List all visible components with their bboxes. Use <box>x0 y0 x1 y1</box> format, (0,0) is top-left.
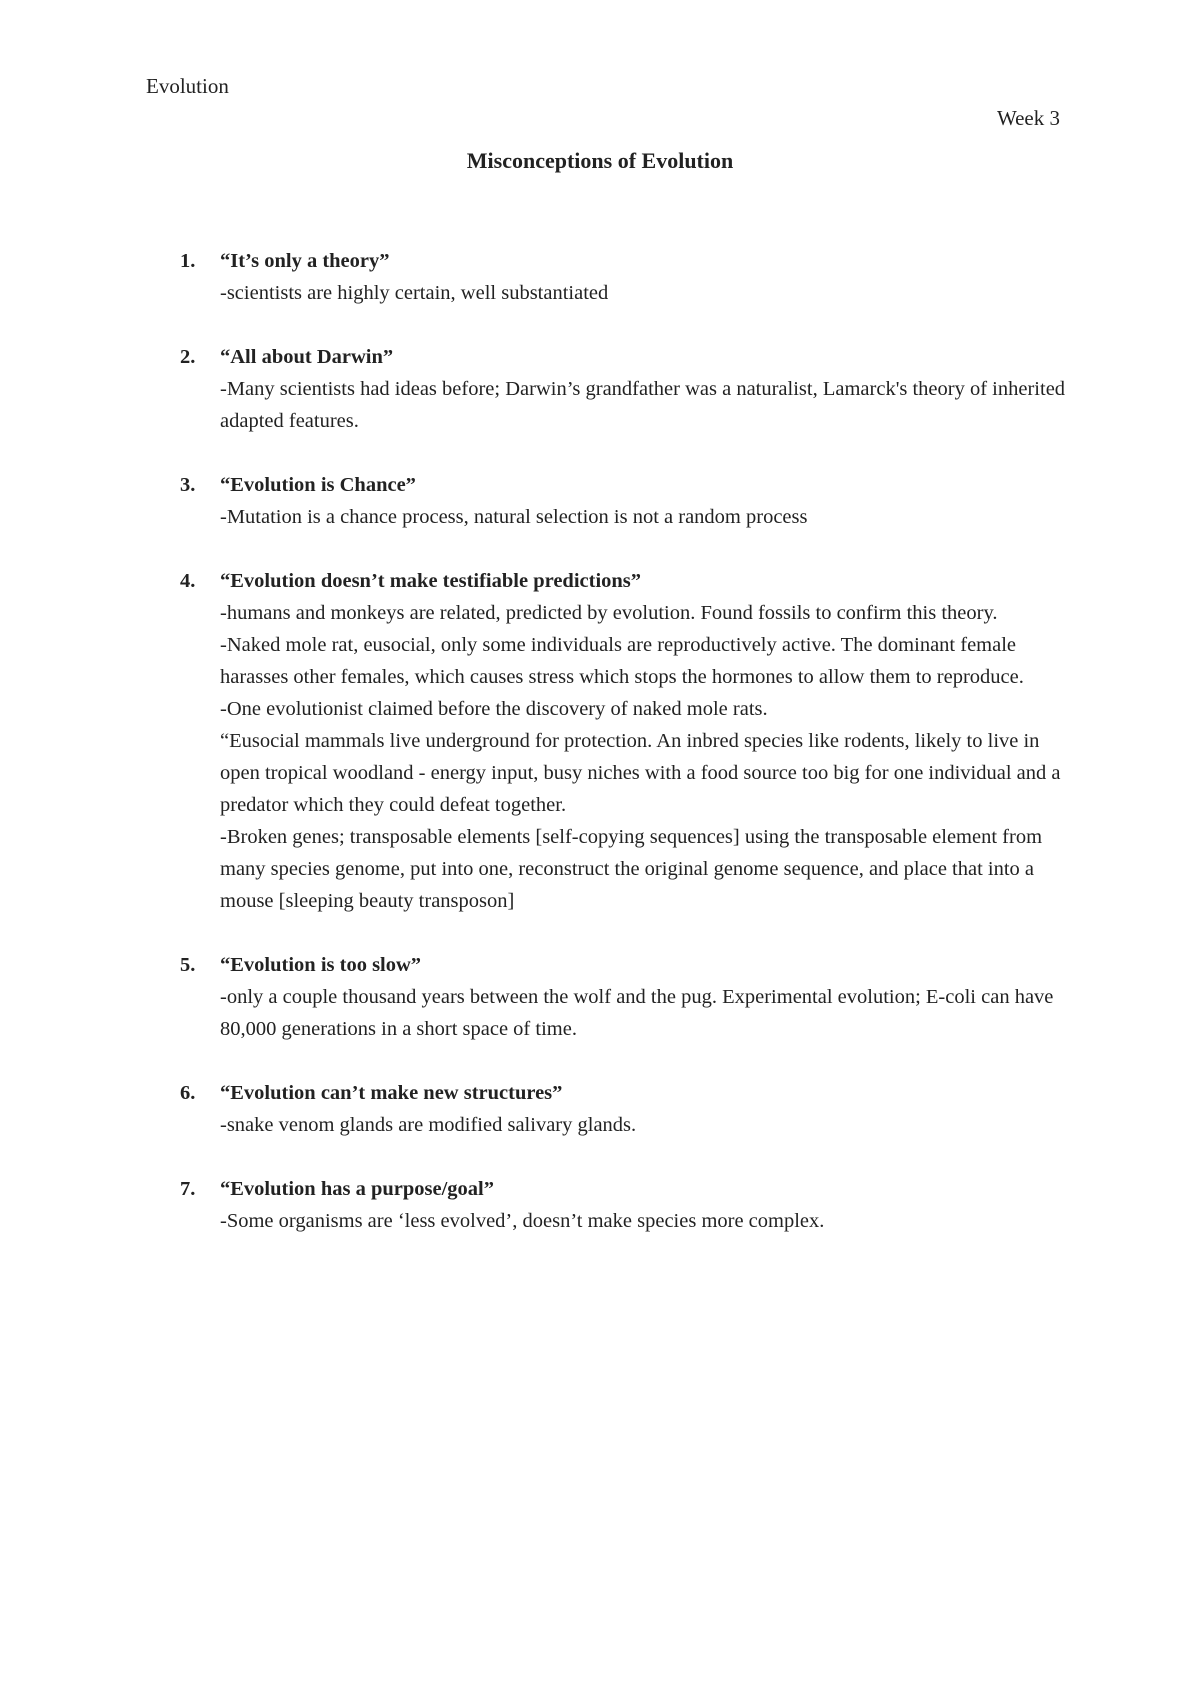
item-number: 5. <box>180 954 196 976</box>
item-number: 6. <box>180 1082 196 1104</box>
list-item <box>180 949 1070 1045</box>
item-heading: “Evolution has a purpose/goal” <box>220 1178 494 1200</box>
item-number: 3. <box>180 474 196 496</box>
misconceptions-list <box>180 245 1070 1269</box>
item-text: -Naked mole rat, eusocial, only some individuals are reproductively active. The dominant female harasses other females, which causes stress which stops the hormones to allow them to reproduce. <box>220 634 1024 688</box>
list-item <box>180 565 1070 917</box>
header-subject: Evolution <box>146 74 229 98</box>
item-number: 1. <box>180 250 196 272</box>
item-text: -scientists are highly certain, well substantiated <box>220 282 609 304</box>
item-text: -snake venom glands are modified salivary glands. <box>220 1114 637 1136</box>
item-text: -only a couple thousand years between the wolf and the pug. Experimental evolution; E-coli can have 80,000 generations in a short space of time. <box>220 986 1054 1040</box>
item-text: “Eusocial mammals live underground for protection. An inbred species like rodents, likely to live in open tropical woodland - energy input, busy niches with a food source too big for one individual and a predator which they could defeat together. <box>220 730 1061 816</box>
list-item <box>180 1077 1070 1141</box>
list-item <box>180 1173 1070 1237</box>
list-item <box>180 245 1070 309</box>
item-text: -Mutation is a chance process, natural selection is not a random process <box>220 506 808 528</box>
item-heading: “Evolution is Chance” <box>220 474 416 496</box>
list-item <box>180 341 1070 437</box>
header-week: Week 3 <box>996 106 1060 130</box>
item-heading: “It’s only a theory” <box>220 250 390 272</box>
item-number: 7. <box>180 1178 196 1200</box>
list-item <box>180 469 1070 533</box>
item-text: -One evolutionist claimed before the discovery of naked mole rats. <box>220 698 768 720</box>
item-heading: “Evolution is too slow” <box>220 954 422 976</box>
item-text: -Broken genes; transposable elements [self-copying sequences] using the transposable element from many species genome, put into one, reconstruct the original genome sequence, and place that into a mouse [sleeping beauty transposon] <box>220 826 1043 912</box>
page-title: Misconceptions of Evolution <box>466 148 734 173</box>
item-number: 2. <box>180 346 196 368</box>
item-text: -Many scientists had ideas before; Darwin’s grandfather was a naturalist, Lamarck's theory of inherited adapted features. <box>220 378 1066 432</box>
item-heading: “All about Darwin” <box>220 346 394 368</box>
item-heading: “Evolution doesn’t make testifiable predictions” <box>220 570 642 592</box>
item-text: -Some organisms are ‘less evolved’, doesn’t make species more complex. <box>220 1210 825 1232</box>
item-number: 4. <box>180 570 196 592</box>
item-heading: “Evolution can’t make new structures” <box>220 1082 563 1104</box>
item-text: -humans and monkeys are related, predicted by evolution. Found fossils to confirm this theory. <box>220 602 998 624</box>
